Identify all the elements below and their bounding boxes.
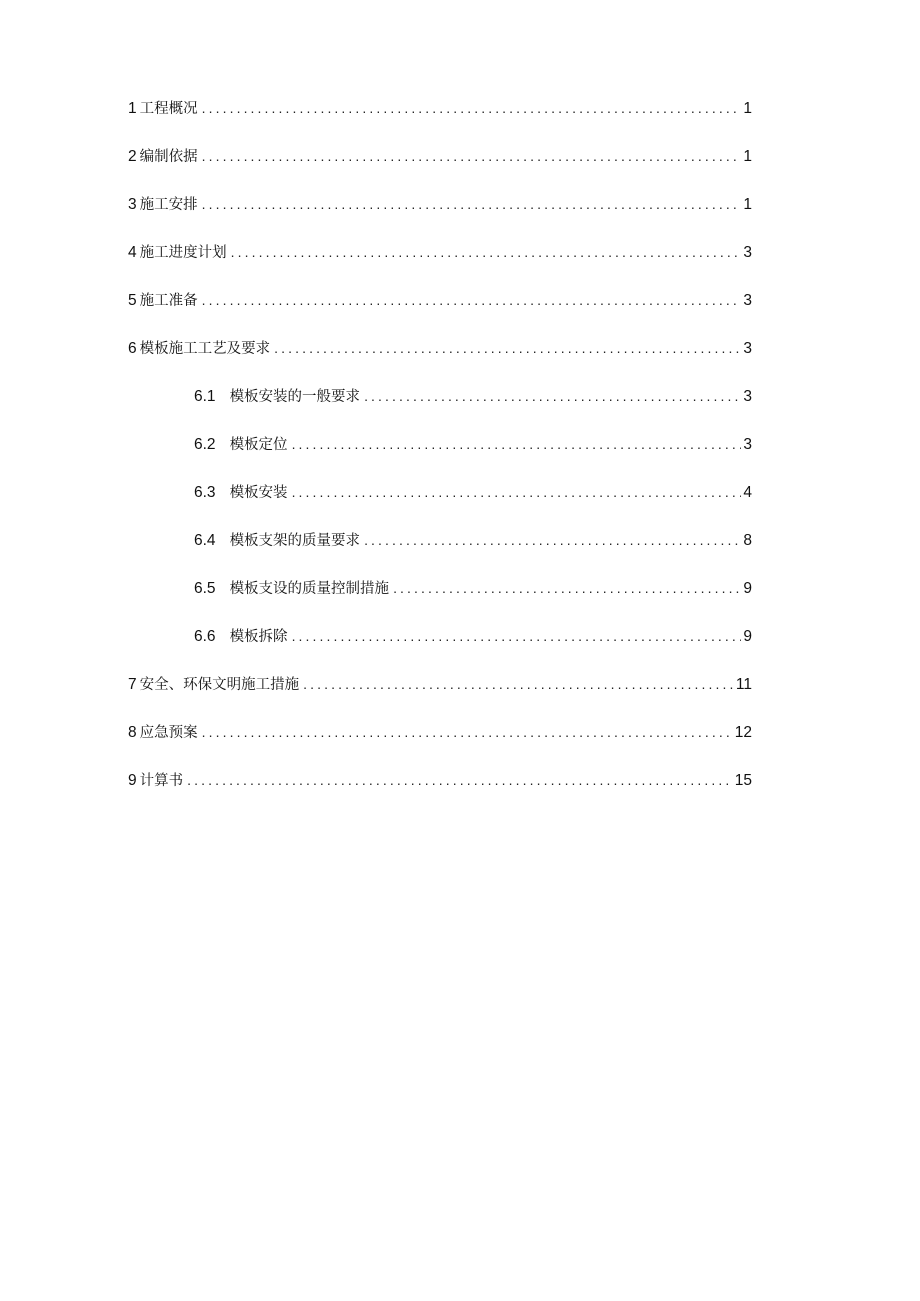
toc-entry-number: 6.5 — [194, 580, 216, 597]
toc-entry-number: 6.3 — [194, 484, 216, 501]
toc-dot-leader — [274, 336, 741, 360]
toc-entry-title: 模板支架的质量要求 — [229, 533, 361, 549]
toc-entry-page: 9 — [743, 628, 752, 645]
table-of-contents — [128, 96, 752, 816]
toc-entry-title: 施工进度计划 — [139, 245, 227, 261]
toc-entry-page: 11 — [735, 676, 752, 693]
toc-entry-page: 1 — [743, 196, 752, 213]
toc-entry-title: 应急预案 — [139, 725, 198, 741]
toc-entry-6-3[interactable] — [128, 480, 752, 528]
toc-entry-page: 3 — [743, 388, 752, 405]
toc-entry-1[interactable] — [128, 96, 752, 144]
toc-entry-title: 模板拆除 — [229, 629, 288, 645]
toc-entry-number: 4 — [128, 244, 137, 261]
toc-entry-7[interactable] — [128, 672, 752, 720]
toc-entry-number: 5 — [128, 292, 137, 309]
toc-dot-leader — [393, 576, 741, 600]
toc-entry-3[interactable] — [128, 192, 752, 240]
toc-entry-number: 8 — [128, 724, 137, 741]
toc-entry-title: 模板支设的质量控制措施 — [229, 581, 390, 597]
toc-dot-leader — [202, 144, 742, 168]
toc-entry-number: 1 — [128, 100, 137, 117]
toc-entry-page: 3 — [743, 340, 752, 357]
toc-entry-5[interactable] — [128, 288, 752, 336]
toc-entry-number: 6.1 — [194, 388, 216, 405]
toc-entry-6-6[interactable] — [128, 624, 752, 672]
toc-dot-leader — [364, 528, 741, 552]
toc-dot-leader — [202, 288, 742, 312]
toc-entry-title: 计算书 — [139, 773, 184, 789]
toc-dot-leader — [364, 384, 741, 408]
toc-entry-page: 12 — [734, 724, 752, 741]
toc-dot-leader — [292, 624, 742, 648]
toc-entry-title: 施工准备 — [139, 293, 198, 309]
toc-entry-6-4[interactable] — [128, 528, 752, 576]
toc-entry-number: 6.2 — [194, 436, 216, 453]
toc-entry-number: 6.4 — [194, 532, 216, 549]
toc-entry-number: 7 — [128, 676, 137, 693]
toc-entry-4[interactable] — [128, 240, 752, 288]
toc-dot-leader — [202, 96, 742, 120]
toc-entry-6-1[interactable] — [128, 384, 752, 432]
toc-entry-8[interactable] — [128, 720, 752, 768]
toc-entry-page: 8 — [743, 532, 752, 549]
toc-entry-6-5[interactable] — [128, 576, 752, 624]
toc-entry-page: 3 — [743, 292, 752, 309]
toc-dot-leader — [231, 240, 742, 264]
toc-entry-6[interactable] — [128, 336, 752, 384]
toc-entry-title: 模板安装 — [229, 485, 288, 501]
toc-entry-9[interactable] — [128, 768, 752, 816]
toc-entry-title: 模板安装的一般要求 — [229, 389, 361, 405]
toc-entry-page: 1 — [743, 100, 752, 117]
toc-entry-title: 工程概况 — [139, 101, 198, 117]
toc-entry-page: 9 — [743, 580, 752, 597]
toc-entry-title: 模板定位 — [229, 437, 288, 453]
toc-dot-leader — [303, 672, 734, 696]
toc-entry-page: 1 — [743, 148, 752, 165]
toc-entry-number: 6 — [128, 340, 137, 357]
toc-entry-title: 安全、环保文明施工措施 — [139, 677, 300, 693]
toc-dot-leader — [292, 432, 742, 456]
toc-entry-number: 6.6 — [194, 628, 216, 645]
toc-entry-page: 15 — [734, 772, 752, 789]
toc-entry-6-2[interactable] — [128, 432, 752, 480]
toc-entry-page: 4 — [743, 484, 752, 501]
toc-entry-number: 2 — [128, 148, 137, 165]
toc-dot-leader — [202, 720, 733, 744]
toc-entry-page: 3 — [743, 244, 752, 261]
toc-dot-leader — [202, 192, 742, 216]
toc-entry-2[interactable] — [128, 144, 752, 192]
toc-entry-title: 编制依据 — [139, 149, 198, 165]
toc-entry-title: 施工安排 — [139, 197, 198, 213]
toc-dot-leader — [292, 480, 742, 504]
toc-entry-number: 3 — [128, 196, 137, 213]
toc-dot-leader — [187, 768, 733, 792]
toc-entry-page: 3 — [743, 436, 752, 453]
toc-entry-number: 9 — [128, 772, 137, 789]
toc-entry-title: 模板施工工艺及要求 — [139, 341, 271, 357]
